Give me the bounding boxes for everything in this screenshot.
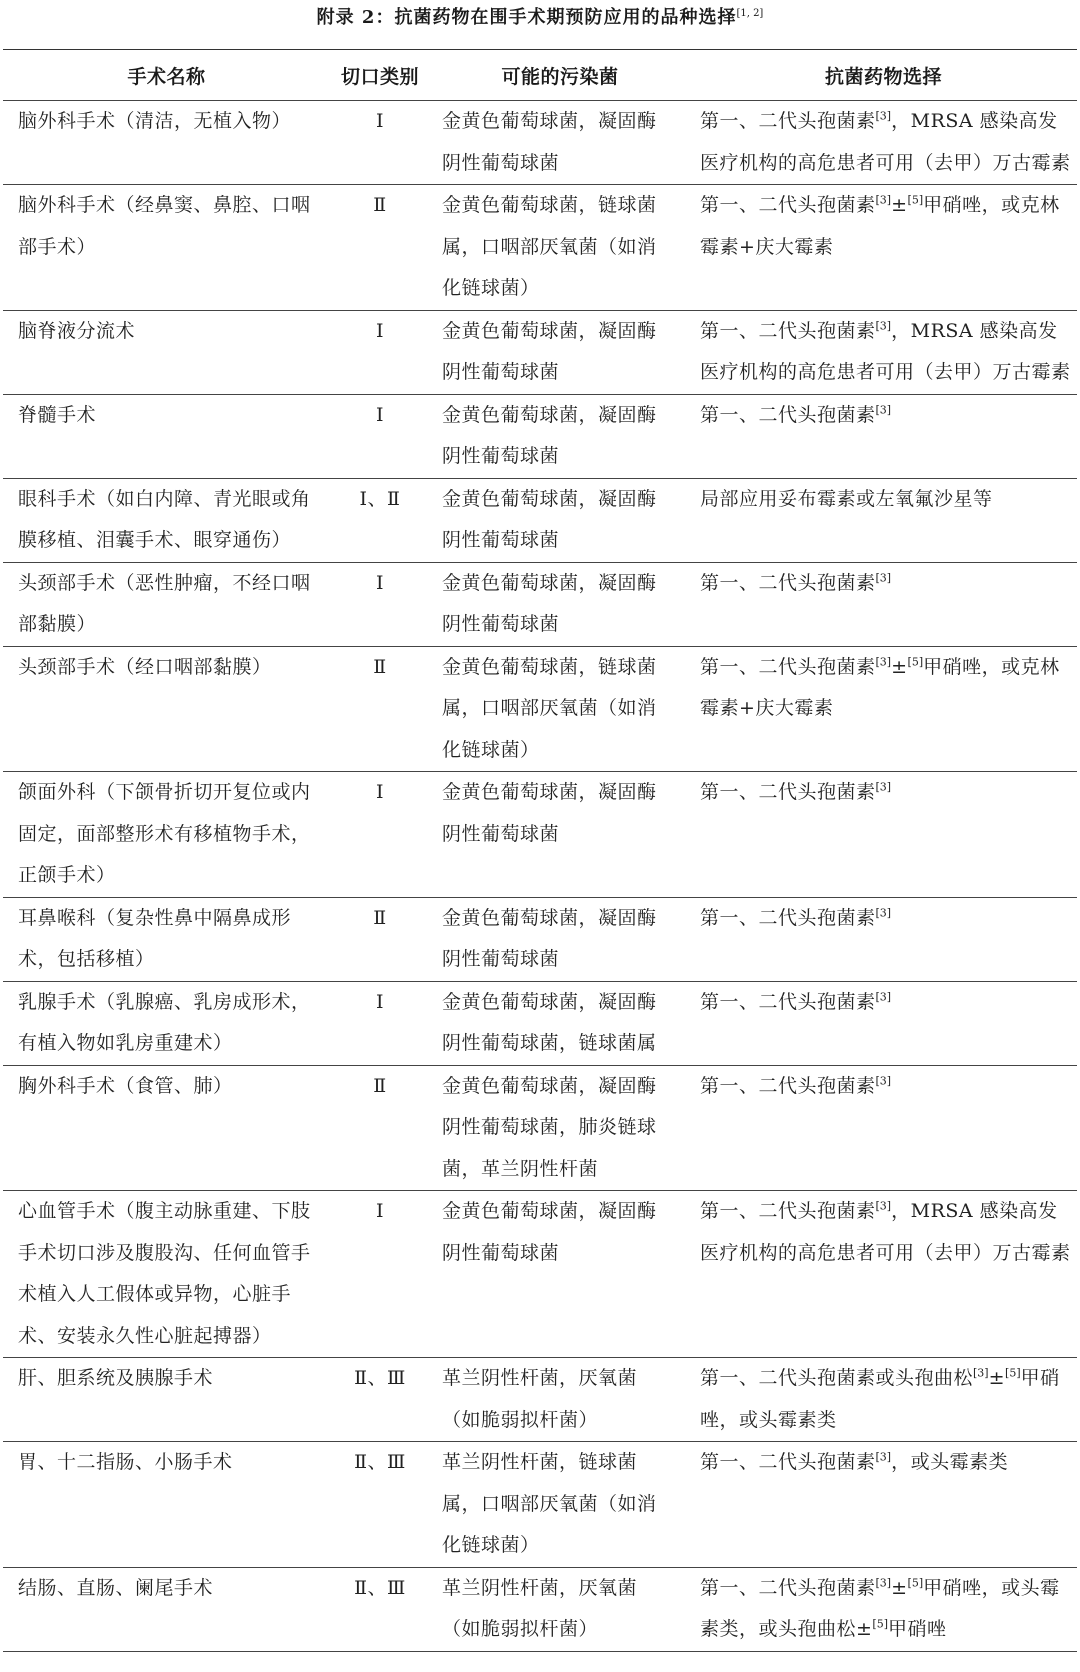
reference-superscript: [3] (875, 990, 892, 1004)
table-row (3, 1358, 1077, 1442)
antibiotic-text: ，或头霉素类 (891, 1451, 1009, 1473)
antibiotic-text: 第一、二代头孢菌素 (700, 1200, 876, 1222)
pathogens-cell: 金黄色葡萄球菌，凝固酶阴性葡萄球菌，肺炎链球菌，革兰阴性杆菌 (442, 1074, 657, 1180)
antibiotic-text: 甲硝唑 (888, 1618, 947, 1640)
antibiotics-cell (690, 897, 1077, 981)
reference-superscript: [3] (875, 571, 892, 585)
pathogens-cell: 金黄色葡萄球菌，凝固酶阴性葡萄球菌 (442, 781, 657, 845)
table-header-row (3, 50, 1077, 101)
table-row (3, 1442, 1077, 1568)
pathogens-cell: 金黄色葡萄球菌，凝固酶阴性葡萄球菌 (442, 571, 657, 635)
reference-superscript: [5] (907, 655, 924, 669)
antibiotic-text: 甲硝唑，或头霉素类，或头孢曲松± (700, 1576, 1060, 1640)
pathogens-cell: 金黄色葡萄球菌，凝固酶阴性葡萄球菌 (442, 319, 657, 383)
incision-class-cell: Ⅰ (375, 571, 384, 594)
page-title-text: 附录 2：抗菌药物在围手术期预防应用的品种选择 (316, 7, 737, 28)
surgery-name-cell: 脑脊液分流术 (18, 319, 136, 342)
reference-superscript: [3] (875, 319, 892, 333)
pathogens-cell: 金黄色葡萄球菌，凝固酶阴性葡萄球菌 (442, 906, 657, 970)
incision-class-cell: Ⅱ、Ⅲ (354, 1367, 406, 1389)
antibiotic-text: 第一、二代头孢菌素 (700, 1451, 876, 1473)
pathogens-cell: 金黄色葡萄球菌，凝固酶阴性葡萄球菌 (442, 403, 657, 467)
surgery-name-cell: 眼科手术（如白内障、青光眼或角膜移植、泪囊手术、眼穿通伤） (18, 487, 311, 551)
pathogens-cell: 金黄色葡萄球菌，凝固酶阴性葡萄球菌 (442, 487, 657, 551)
incision-class-cell: Ⅱ (373, 194, 387, 216)
incision-class-cell: Ⅰ (375, 990, 384, 1013)
incision-class-cell: Ⅱ (373, 906, 387, 929)
incision-class-cell: Ⅱ (373, 1074, 387, 1097)
incision-class-cell: Ⅱ、Ⅲ (354, 1576, 406, 1599)
antibiotic-text: 第一、二代头孢菌素 (700, 319, 876, 342)
antibiotics-cell (690, 1065, 1077, 1191)
antibiotic-text: ± (891, 194, 908, 216)
antibiotic-text: 第一、二代头孢菌素 (700, 571, 876, 594)
pathogens-cell: 金黄色葡萄球菌，链球菌属，口咽部厌氧菌（如消化链球菌） (442, 655, 657, 761)
antibiotics-cell (690, 185, 1077, 311)
table-row (3, 897, 1077, 981)
antibiotic-text: ± (891, 655, 908, 678)
incision-class-cell: Ⅰ、Ⅱ (359, 487, 401, 510)
table-row (3, 772, 1077, 898)
table-row (3, 562, 1077, 646)
antibiotics-cell (690, 1442, 1077, 1568)
incision-class-cell: Ⅰ (375, 110, 384, 132)
incision-class-cell: Ⅱ、Ⅲ (354, 1451, 406, 1473)
pathogens-cell: 金黄色葡萄球菌，凝固酶阴性葡萄球菌 (442, 110, 657, 174)
header-incision-class: 切口类别 (340, 65, 419, 88)
antibiotic-text: 局部应用妥布霉素或左氧氟沙星等 (700, 487, 993, 510)
antibiotic-selection-table (3, 49, 1077, 1652)
table-body (3, 101, 1077, 1652)
antibiotic-text: 第一、二代头孢菌素 (700, 655, 876, 678)
surgery-name-cell: 头颈部手术（经口咽部黏膜） (18, 655, 272, 678)
table-row (3, 185, 1077, 311)
antibiotics-cell (690, 310, 1077, 394)
table-row (3, 1191, 1077, 1358)
incision-class-cell: Ⅰ (375, 781, 384, 803)
reference-superscript: [5] (907, 1576, 924, 1590)
surgery-name-cell: 颌面外科（下颌骨折切开复位或内固定，面部整形术有移植物手术，正颌手术） (18, 781, 311, 886)
antibiotic-text: 甲硝唑，或头霉素类 (700, 1367, 1060, 1431)
antibiotic-text: 第一、二代头孢菌素 (700, 781, 876, 803)
antibiotics-cell (690, 394, 1077, 478)
reference-superscript: [5] (907, 193, 924, 207)
antibiotics-cell (690, 478, 1077, 562)
reference-superscript: [3] (875, 906, 892, 920)
antibiotic-text: ，MRSA 感染高发医疗机构的高危患者可用（去甲）万古霉素 (700, 319, 1071, 383)
header-pathogens: 可能的污染菌 (501, 65, 619, 88)
antibiotic-text: 第一、二代头孢菌素 (700, 110, 876, 132)
antibiotic-text: ± (988, 1367, 1006, 1389)
table-row (3, 101, 1077, 185)
header-antibiotic-choice: 抗菌药物选择 (824, 65, 942, 88)
reference-superscript: [3] (875, 403, 892, 417)
antibiotic-text: ，MRSA 感染高发医疗机构的高危患者可用（去甲）万古霉素 (700, 110, 1071, 174)
antibiotic-text: ，MRSA 感染高发医疗机构的高危患者可用（去甲）万古霉素 (700, 1200, 1071, 1264)
antibiotics-cell (690, 562, 1077, 646)
table-row (3, 310, 1077, 394)
table-row (3, 981, 1077, 1065)
reference-superscript: [3] (875, 780, 892, 794)
reference-superscript: [3] (875, 1074, 892, 1088)
incision-class-cell: Ⅰ (375, 319, 384, 342)
incision-class-cell: Ⅰ (375, 403, 384, 426)
table-row (3, 1065, 1077, 1191)
surgery-name-cell: 乳腺手术（乳腺癌、乳房成形术，有植入物如乳房重建术） (18, 990, 311, 1054)
reference-superscript: [5] (872, 1617, 889, 1631)
surgery-name-cell: 结肠、直肠、阑尾手术 (18, 1576, 214, 1599)
antibiotics-cell (690, 101, 1077, 185)
pathogens-cell: 革兰阴性杆菌，链球菌属，口咽部厌氧菌（如消化链球菌） (442, 1451, 657, 1556)
reference-superscript: [5] (1005, 1366, 1021, 1380)
table-row (3, 1567, 1077, 1651)
antibiotic-text: 甲硝唑，或克林霉素+庆大霉素 (700, 655, 1060, 719)
header-surgery-name: 手术名称 (127, 65, 206, 88)
surgery-name-cell: 肝、胆系统及胰腺手术 (18, 1367, 214, 1389)
incision-class-cell: Ⅰ (375, 1200, 384, 1222)
reference-superscript: [3] (875, 109, 892, 123)
reference-superscript: [3] (973, 1366, 989, 1380)
antibiotic-text: 第一、二代头孢菌素 (700, 990, 876, 1013)
antibiotic-text: 第一、二代头孢菌素 (700, 906, 876, 929)
incision-class-cell: Ⅱ (373, 655, 387, 678)
table-header (3, 50, 1077, 101)
surgery-name-cell: 胃、十二指肠、小肠手术 (18, 1451, 233, 1473)
surgery-name-cell: 耳鼻喉科（复杂性鼻中隔鼻成形术，包括移植） (18, 906, 292, 970)
reference-superscript: [3] (875, 1576, 892, 1590)
antibiotics-cell (690, 981, 1077, 1065)
pathogens-cell: 金黄色葡萄球菌，链球菌属，口咽部厌氧菌（如消化链球菌） (442, 194, 657, 299)
reference-superscript: [3] (875, 1199, 892, 1213)
surgery-name-cell: 脑外科手术（经鼻窦、鼻腔、口咽部手术） (18, 194, 311, 258)
surgery-name-cell: 心血管手术（腹主动脉重建、下肢手术切口涉及腹股沟、任何血管手术植入人工假体或异物，心脏手术、安装永久性心脏起搏器） (18, 1200, 311, 1347)
pathogens-cell: 革兰阴性杆菌，厌氧菌（如脆弱拟杆菌） (442, 1367, 638, 1431)
antibiotic-text: ± (891, 1576, 908, 1599)
pathogens-cell: 革兰阴性杆菌，厌氧菌（如脆弱拟杆菌） (442, 1576, 638, 1640)
antibiotic-text: 第一、二代头孢菌素 (700, 1074, 876, 1097)
table-row (3, 646, 1077, 772)
antibiotic-text: 甲硝唑，或克林霉素+庆大霉素 (700, 194, 1060, 258)
table-row (3, 394, 1077, 478)
antibiotic-text: 第一、二代头孢菌素 (700, 403, 876, 426)
antibiotics-cell (690, 1358, 1077, 1442)
pathogens-cell: 金黄色葡萄球菌，凝固酶阴性葡萄球菌 (442, 1200, 657, 1264)
title-reference-superscript: [1, 2] (736, 8, 764, 19)
surgery-name-cell: 胸外科手术（食管、肺） (18, 1074, 233, 1097)
reference-superscript: [3] (875, 1450, 892, 1464)
antibiotic-text: 第一、二代头孢菌素或头孢曲松 (700, 1367, 974, 1389)
reference-superscript: [3] (875, 193, 892, 207)
antibiotics-cell (690, 1567, 1077, 1651)
surgery-name-cell: 脑外科手术（清洁，无植入物） (18, 110, 292, 132)
table-row (3, 478, 1077, 562)
surgery-name-cell: 脊髓手术 (18, 403, 97, 426)
antibiotics-cell (690, 1191, 1077, 1358)
pathogens-cell: 金黄色葡萄球菌，凝固酶阴性葡萄球菌，链球菌属 (442, 990, 657, 1054)
antibiotics-cell (690, 772, 1077, 898)
antibiotic-text: 第一、二代头孢菌素 (700, 1576, 876, 1599)
page-title (0, 4, 1080, 32)
antibiotic-text: 第一、二代头孢菌素 (700, 194, 876, 216)
surgery-name-cell: 头颈部手术（恶性肿瘤，不经口咽部黏膜） (18, 571, 311, 635)
antibiotics-cell (690, 646, 1077, 772)
reference-superscript: [3] (875, 655, 892, 669)
